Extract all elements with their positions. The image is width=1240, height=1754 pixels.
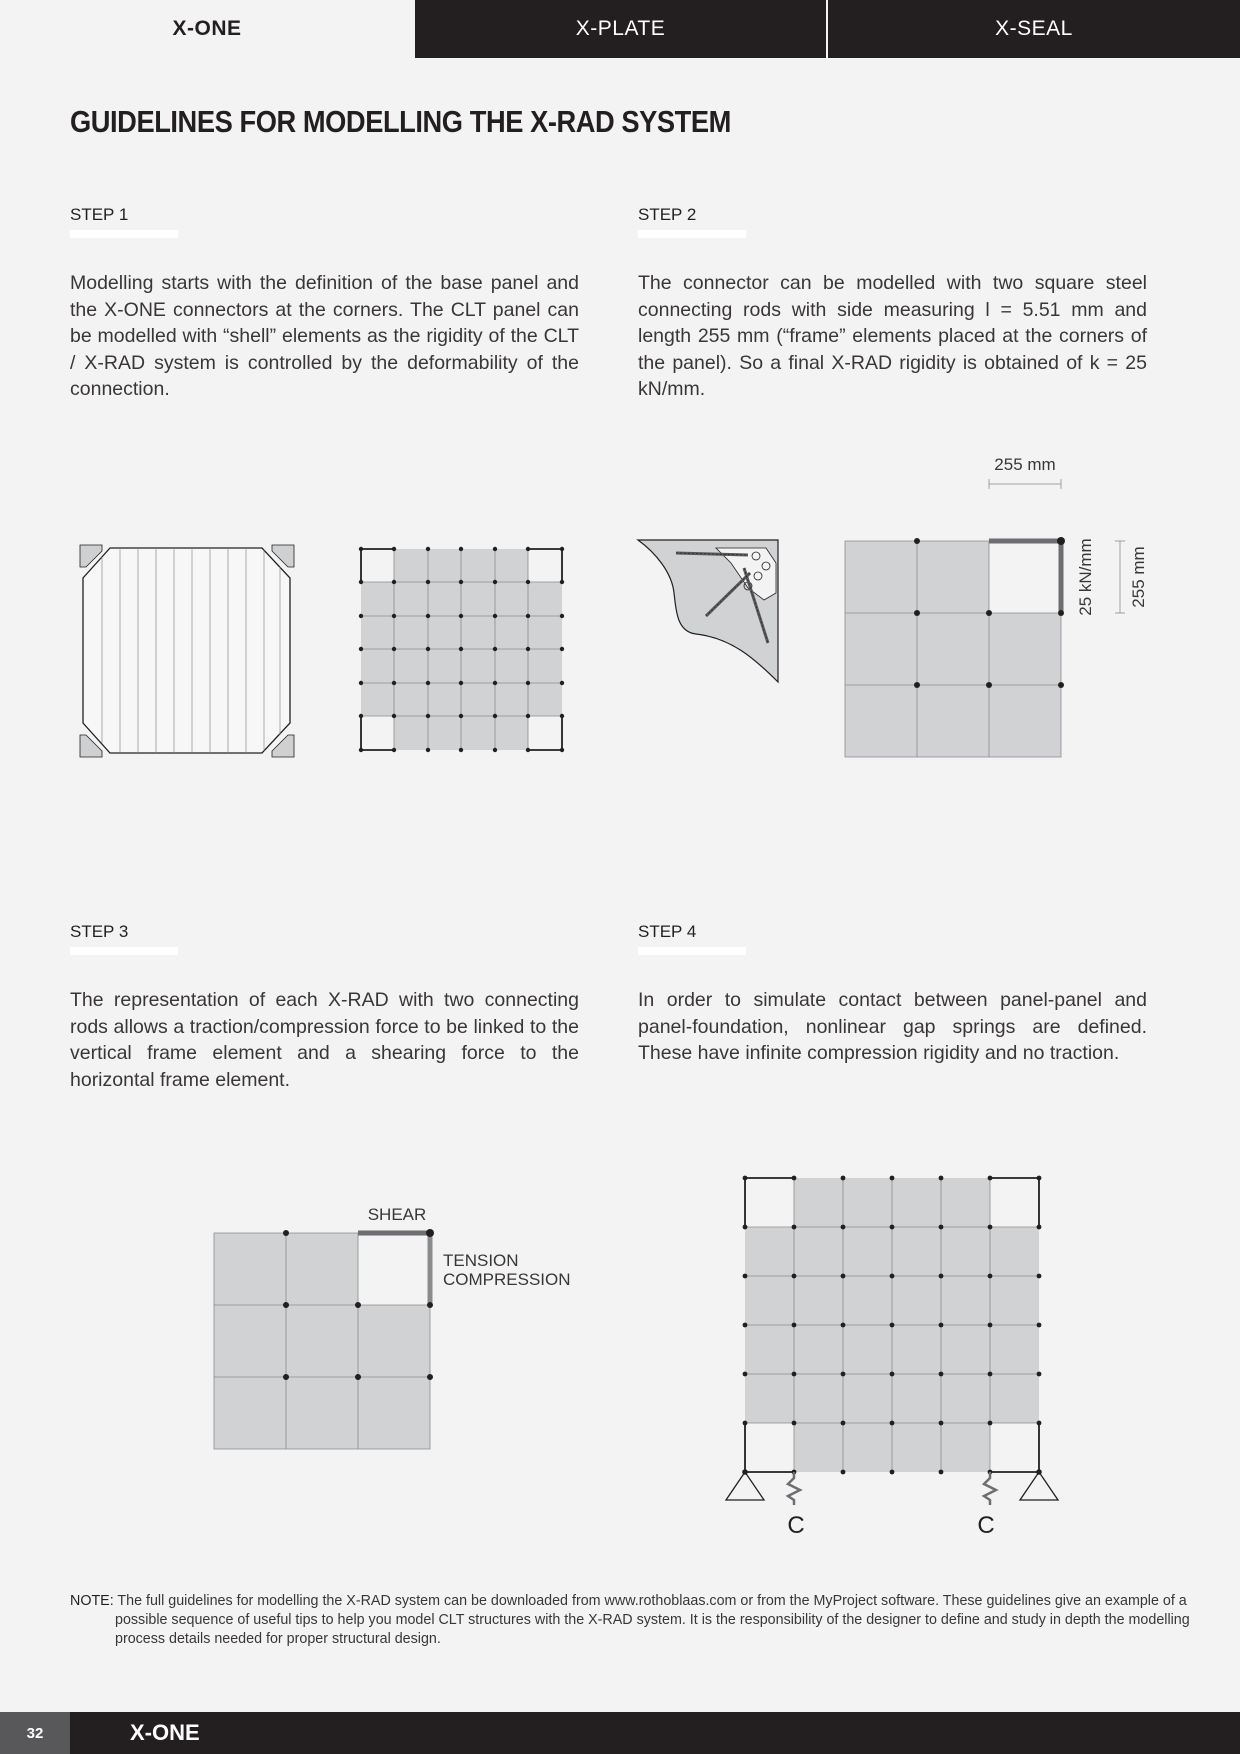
step-1-underline	[70, 230, 178, 238]
step-3-label: STEP 3	[70, 922, 129, 941]
step-1-label: STEP 1	[70, 205, 129, 224]
spring-left-label: C	[787, 1512, 805, 1539]
step-3-text: The representation of each X-RAD with two connecting rods allows a traction/compression force to be linked to the vertical frame element and a shearing force to the horizontal frame element.	[70, 989, 579, 1091]
step-2-text: The connector can be modelled with two square steel connecting rods with side measuring l = 5.51 mm and length 255 mm (“frame” elements placed at the corners of the panel). So a final X-RAD rigidity is obtained of k = 25 kN/mm.	[638, 272, 1147, 400]
footer-brand: X-ONE	[130, 1720, 200, 1745]
footnote	[70, 1592, 1195, 1649]
shear-label: SHEAR	[367, 1205, 427, 1224]
step-4-underline	[638, 947, 746, 955]
tab-x-plate[interactable]	[415, 0, 826, 58]
tab-x-plate-label: X-PLATE	[575, 17, 666, 40]
clt-panel-drawing	[80, 545, 294, 757]
tab-x-seal-label: X-SEAL	[995, 17, 1073, 40]
step-2-dim-side: 255 mm	[1129, 546, 1148, 608]
tension-label: TENSION	[443, 1251, 519, 1270]
spring-right-label: C	[977, 1512, 995, 1539]
x-one-connector-detail	[636, 538, 782, 686]
step-3-underline	[70, 947, 178, 955]
top-tab-bar	[0, 0, 1240, 58]
compression-label: COMPRESSION	[443, 1270, 571, 1289]
page-title: GUIDELINES FOR MODELLING THE X-RAD SYSTEM	[70, 104, 731, 139]
step-4-text: In order to simulate contact between panel-panel and panel-foundation, nonlinear gap springs are defined. These have infinite compression rigidity and no traction.	[638, 989, 1147, 1064]
step-2-rod-grid	[840, 446, 1160, 759]
step-2-underline	[638, 230, 746, 238]
step-2-stiffness-side: 25 kN/mm	[1076, 538, 1095, 616]
step-1-text: Modelling starts with the definition of the base panel and the X-ONE connectors at the corners. The CLT panel can be modelled with “shell” elements as the rigidity of the CLT / X-RAD system is controlled by the deformability of the connection.	[70, 272, 579, 400]
step-3-force-diagram	[210, 1200, 580, 1452]
page-footer	[0, 1712, 1240, 1754]
step-2-dim-top: 255 mm	[994, 455, 1056, 474]
step-1-mesh-grid	[360, 548, 566, 754]
note-text: The full guidelines for modelling the X-RAD system can be downloaded from www.rothoblaas.com or from the MyProject software. These guidelines give an example of a possible sequence of useful tips to help you model CLT structures with the X-RAD system. It is the responsibility of the designer to define and study in depth the modelling process details needed for proper structural design.	[115, 1593, 1190, 1647]
note-label: NOTE:	[70, 1593, 114, 1609]
step-2-label: STEP 2	[638, 205, 697, 224]
tab-x-one[interactable]	[0, 0, 414, 58]
step-4-gap-spring-mesh	[722, 1170, 1062, 1540]
step-4-label: STEP 4	[638, 922, 697, 941]
tab-x-one-label: X-ONE	[172, 17, 242, 40]
page-number: 32	[0, 1712, 70, 1754]
tab-x-seal[interactable]	[828, 0, 1240, 58]
